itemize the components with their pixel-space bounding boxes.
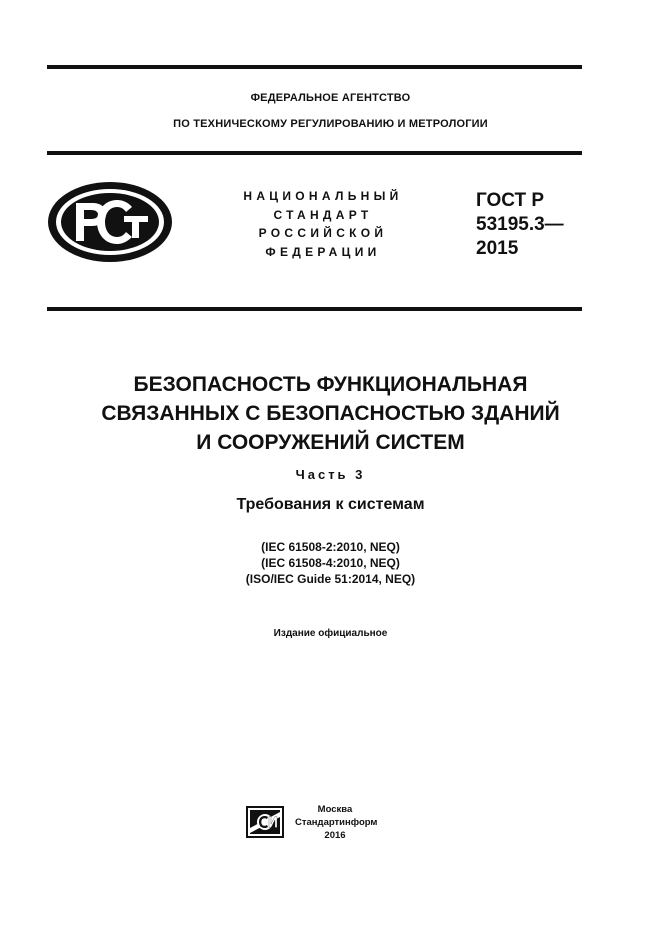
rst-certification-mark-icon bbox=[46, 180, 174, 264]
document-title bbox=[0, 370, 661, 457]
title-line-2: СВЯЗАННЫХ С БЕЗОПАСНОСТЬЮ ЗДАНИЙ bbox=[101, 402, 560, 425]
national-standard-line-2: СТАНДАРТ bbox=[273, 207, 373, 222]
reference-3: (ISO/IEC Guide 51:2014, NEQ) bbox=[245, 572, 416, 586]
reference-1: (IEC 61508-2:2010, NEQ) bbox=[261, 540, 400, 554]
publisher-name: Стандартинформ bbox=[295, 817, 378, 828]
publisher-info bbox=[295, 803, 378, 842]
national-standard-label bbox=[228, 187, 418, 261]
publisher-year: 2016 bbox=[324, 830, 346, 841]
agency-line-2: ПО ТЕХНИЧЕСКОМУ РЕГУЛИРОВАНИЮ И МЕТРОЛОГИИ bbox=[173, 118, 488, 130]
publisher-city: Москва bbox=[317, 804, 353, 815]
header-rule bbox=[47, 151, 582, 155]
national-standard-line-4: ФЕДЕРАЦИИ bbox=[265, 244, 381, 259]
reference-2: (IEC 61508-4:2010, NEQ) bbox=[261, 556, 400, 570]
edition-label: Издание официальное bbox=[273, 628, 388, 639]
title-line-1: БЕЗОПАСНОСТЬ ФУНКЦИОНАЛЬНАЯ bbox=[133, 373, 528, 396]
gost-number bbox=[476, 189, 564, 261]
standard-references bbox=[0, 539, 661, 587]
standartinform-logo-icon bbox=[246, 806, 284, 838]
gost-number-line-2: 53195.3— bbox=[476, 214, 564, 235]
gost-number-line-1: ГОСТ Р bbox=[476, 190, 545, 211]
document-subtitle: Требования к системам bbox=[236, 496, 425, 513]
national-standard-line-3: РОССИЙСКОЙ bbox=[258, 226, 388, 240]
gost-number-line-3: 2015 bbox=[476, 238, 519, 259]
title-line-3: И СООРУЖЕНИЙ СИСТЕМ bbox=[196, 431, 465, 454]
agency-line-1: ФЕДЕРАЛЬНОЕ АГЕНТСТВО bbox=[250, 92, 411, 104]
national-standard-line-1: НАЦИОНАЛЬНЫЙ bbox=[243, 189, 403, 203]
emblem-rule bbox=[47, 307, 582, 311]
part-label: Часть 3 bbox=[295, 467, 366, 482]
top-rule bbox=[47, 65, 582, 69]
